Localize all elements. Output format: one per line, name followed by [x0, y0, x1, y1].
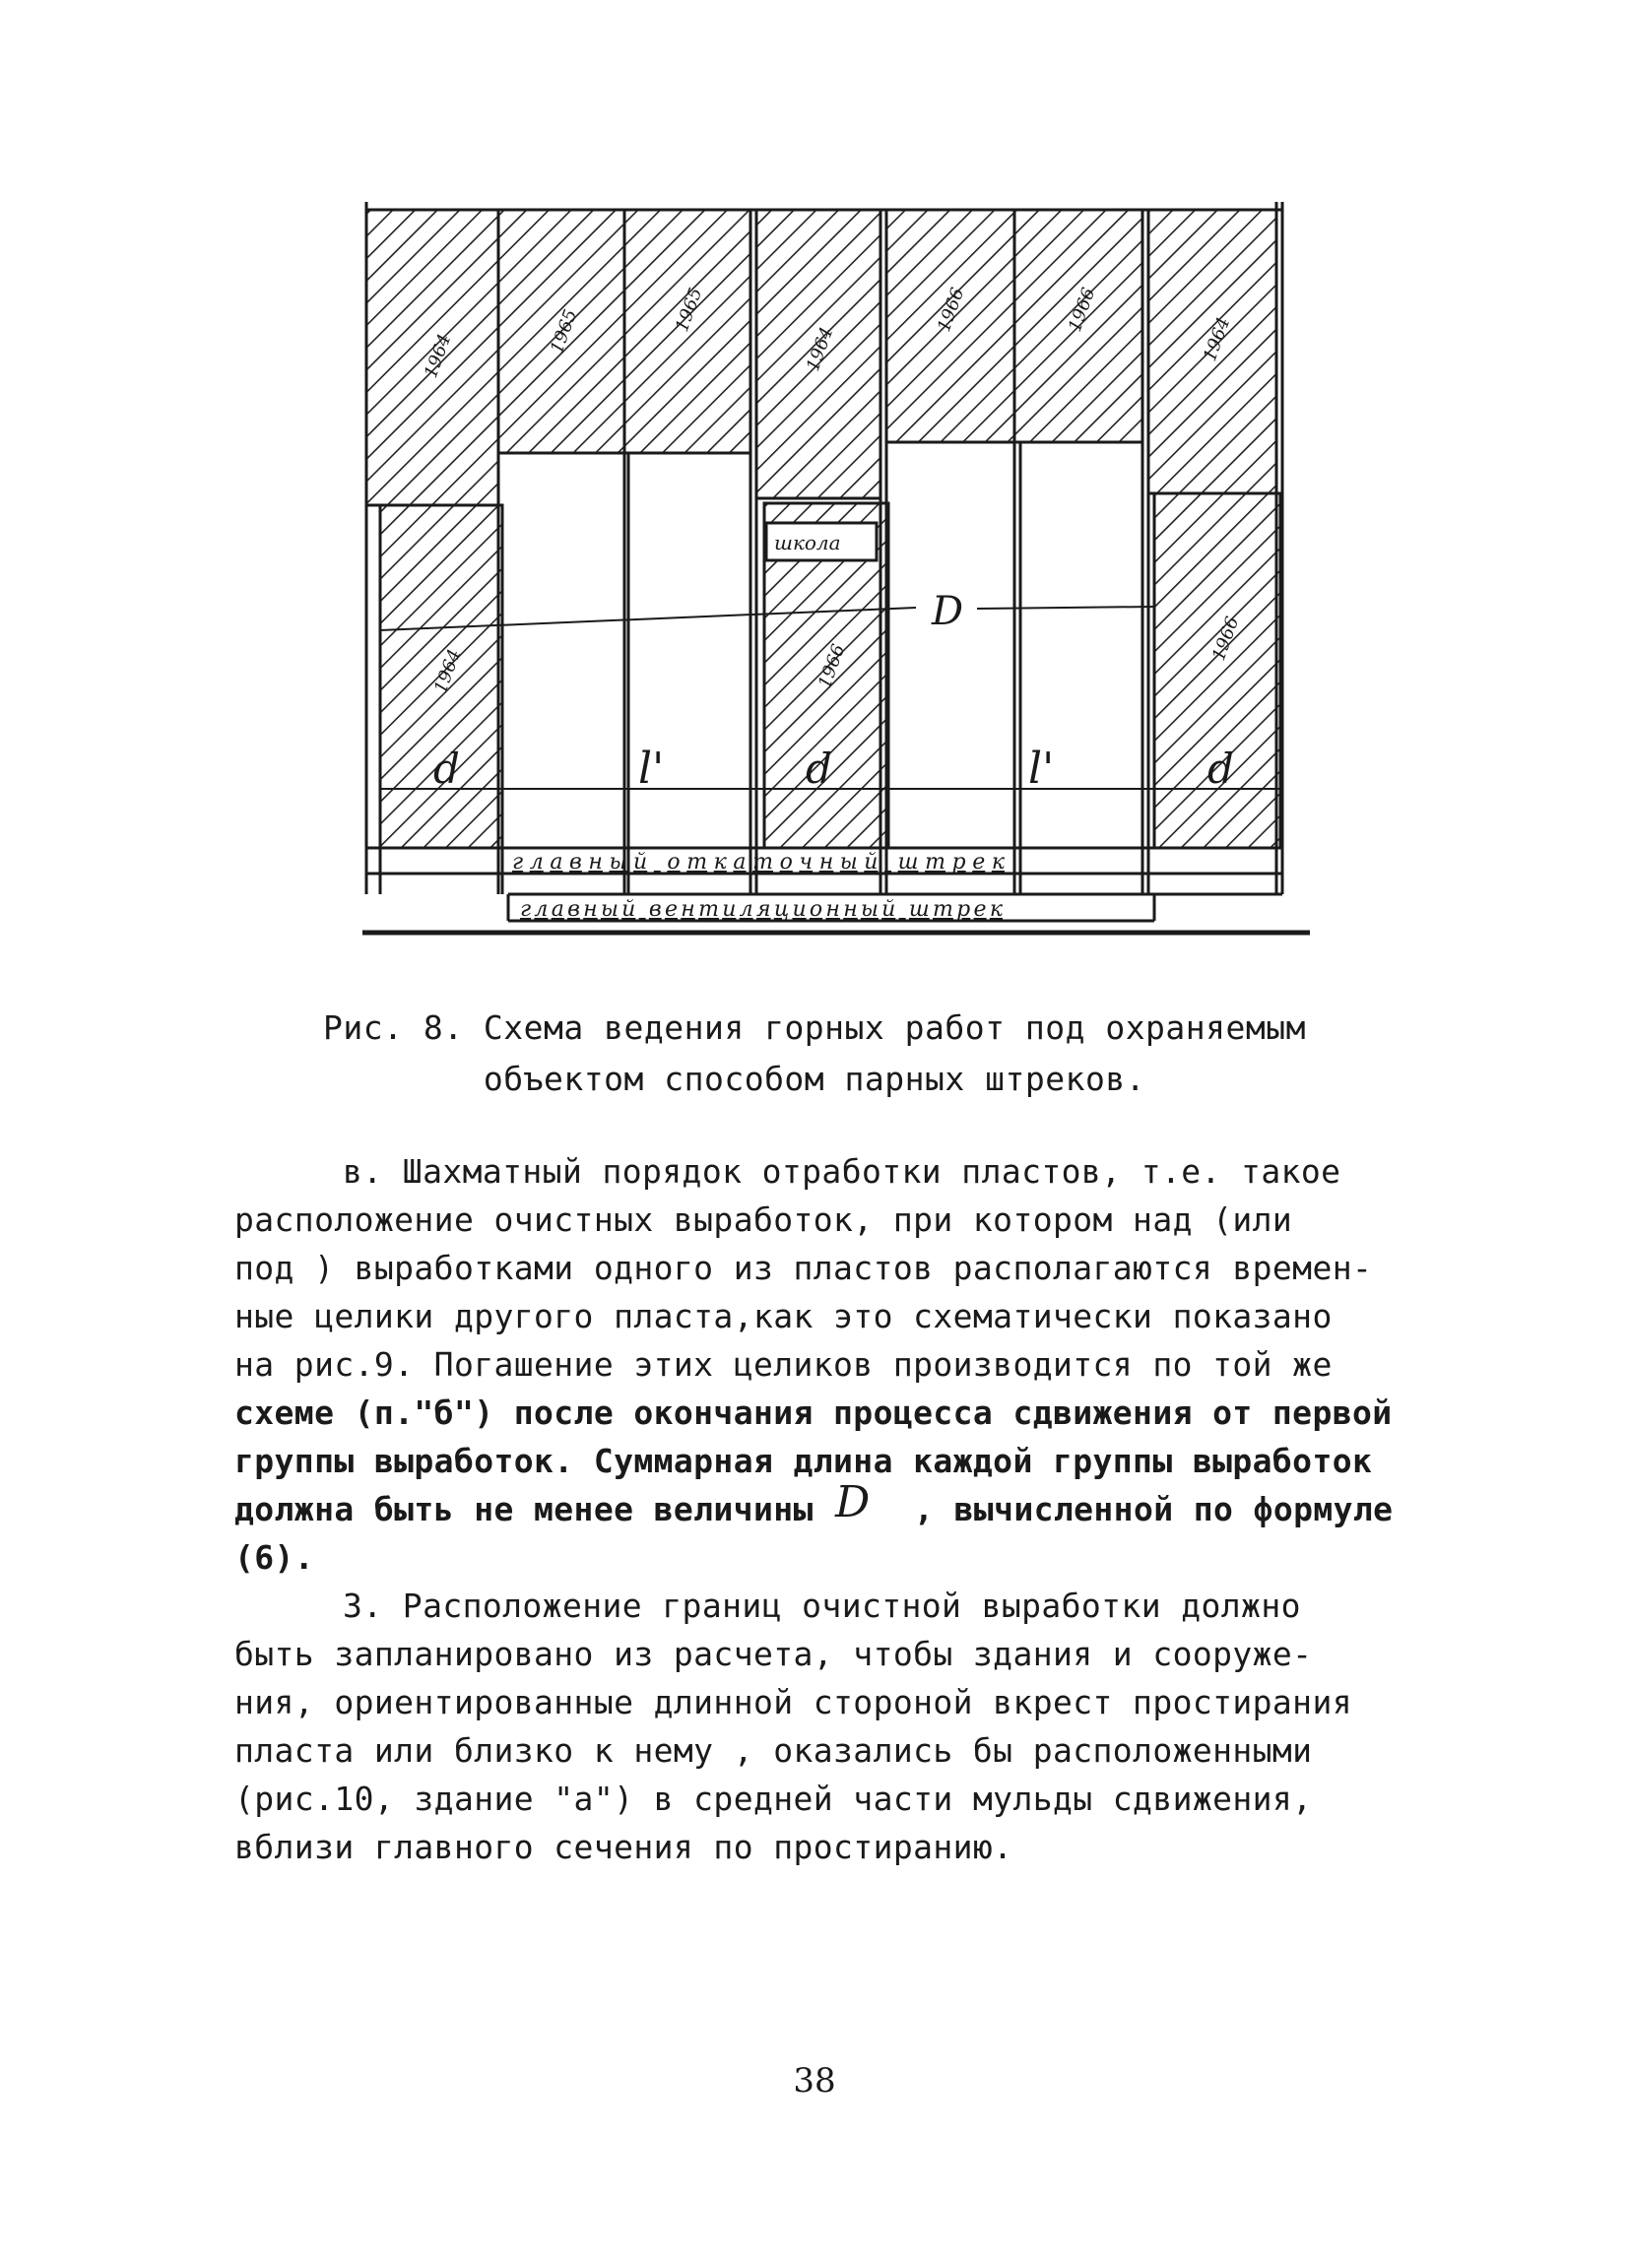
year-label: 1964 [1199, 314, 1235, 364]
mining-scheme-figure [0, 0, 1629, 985]
school-label: школа [774, 531, 841, 554]
paragraph-line: (6). [234, 1538, 315, 1577]
paragraph-line: 3. Расположение границ очистной выработки должно [343, 1587, 1301, 1625]
paragraph-line: , вычисленной по формуле [914, 1490, 1394, 1528]
paragraph-line: (рис.10, здание "а") в средней части мульды сдвижения, [234, 1780, 1313, 1818]
dimension-d-label: d [1207, 745, 1234, 793]
year-label: 1965 [546, 306, 582, 356]
year-label: 1964 [420, 331, 456, 381]
page-number: 38 [793, 2061, 836, 2101]
paragraph-line: расположение очистных выработок, при котором над (или [234, 1200, 1293, 1239]
dimension-D-label: D [932, 589, 964, 634]
paragraph-line: должна быть не менее величины [234, 1490, 814, 1528]
paragraph-line: пласта или близко к нему , оказались бы расположенными [234, 1731, 1313, 1770]
dimension-l-label: l' [638, 744, 665, 794]
paragraph-line: быть запланировано из расчета, чтобы здания и сооруже- [234, 1635, 1313, 1673]
extraction-zone [1154, 493, 1280, 848]
paragraph-line: ные целики другого пласта,как это схематически показано [234, 1297, 1333, 1335]
ventilation-road-label: главный вентиляционный штрек [520, 897, 1003, 922]
year-label: 1964 [429, 646, 466, 696]
year-label: 1965 [671, 285, 707, 335]
paragraph-line: группы выработок. Суммарная длина каждой группы выработок [234, 1442, 1373, 1480]
paragraph-line: ния, ориентированные длинной стороной вкрест простирания [234, 1683, 1352, 1721]
figure-caption-line: Рис. 8. Схема ведения горных работ под охраняемым [322, 1008, 1307, 1047]
paragraph-line: на рис.9. Погашение этих целиков производится по той же [234, 1345, 1333, 1384]
year-label: 1964 [802, 324, 838, 374]
paragraph-line: вблизи главного сечения по простиранию. [234, 1828, 1013, 1866]
paragraph-line: под ) выработками одного из пластов располагаются времен- [234, 1249, 1373, 1287]
year-label: 1966 [1064, 285, 1100, 335]
formula-symbol-D: D [835, 1477, 871, 1527]
dimension-d-label: d [806, 745, 832, 793]
paragraph-line: схеме (п."б") после окончания процесса сдвижения от первой [234, 1393, 1393, 1432]
year-label: 1966 [1207, 614, 1244, 664]
year-label: 1966 [933, 285, 969, 335]
dimension-l-label: l' [1028, 744, 1055, 794]
paragraph-line: в. Шахматный порядок отработки пластов, т.е. такое [343, 1152, 1341, 1191]
haulage-road-label: главный откаточный штрек [512, 850, 1005, 875]
dimension-d-label: d [433, 745, 460, 793]
figure-caption-line: объектом способом парных штреков. [483, 1060, 1146, 1098]
year-label: 1966 [814, 641, 850, 691]
